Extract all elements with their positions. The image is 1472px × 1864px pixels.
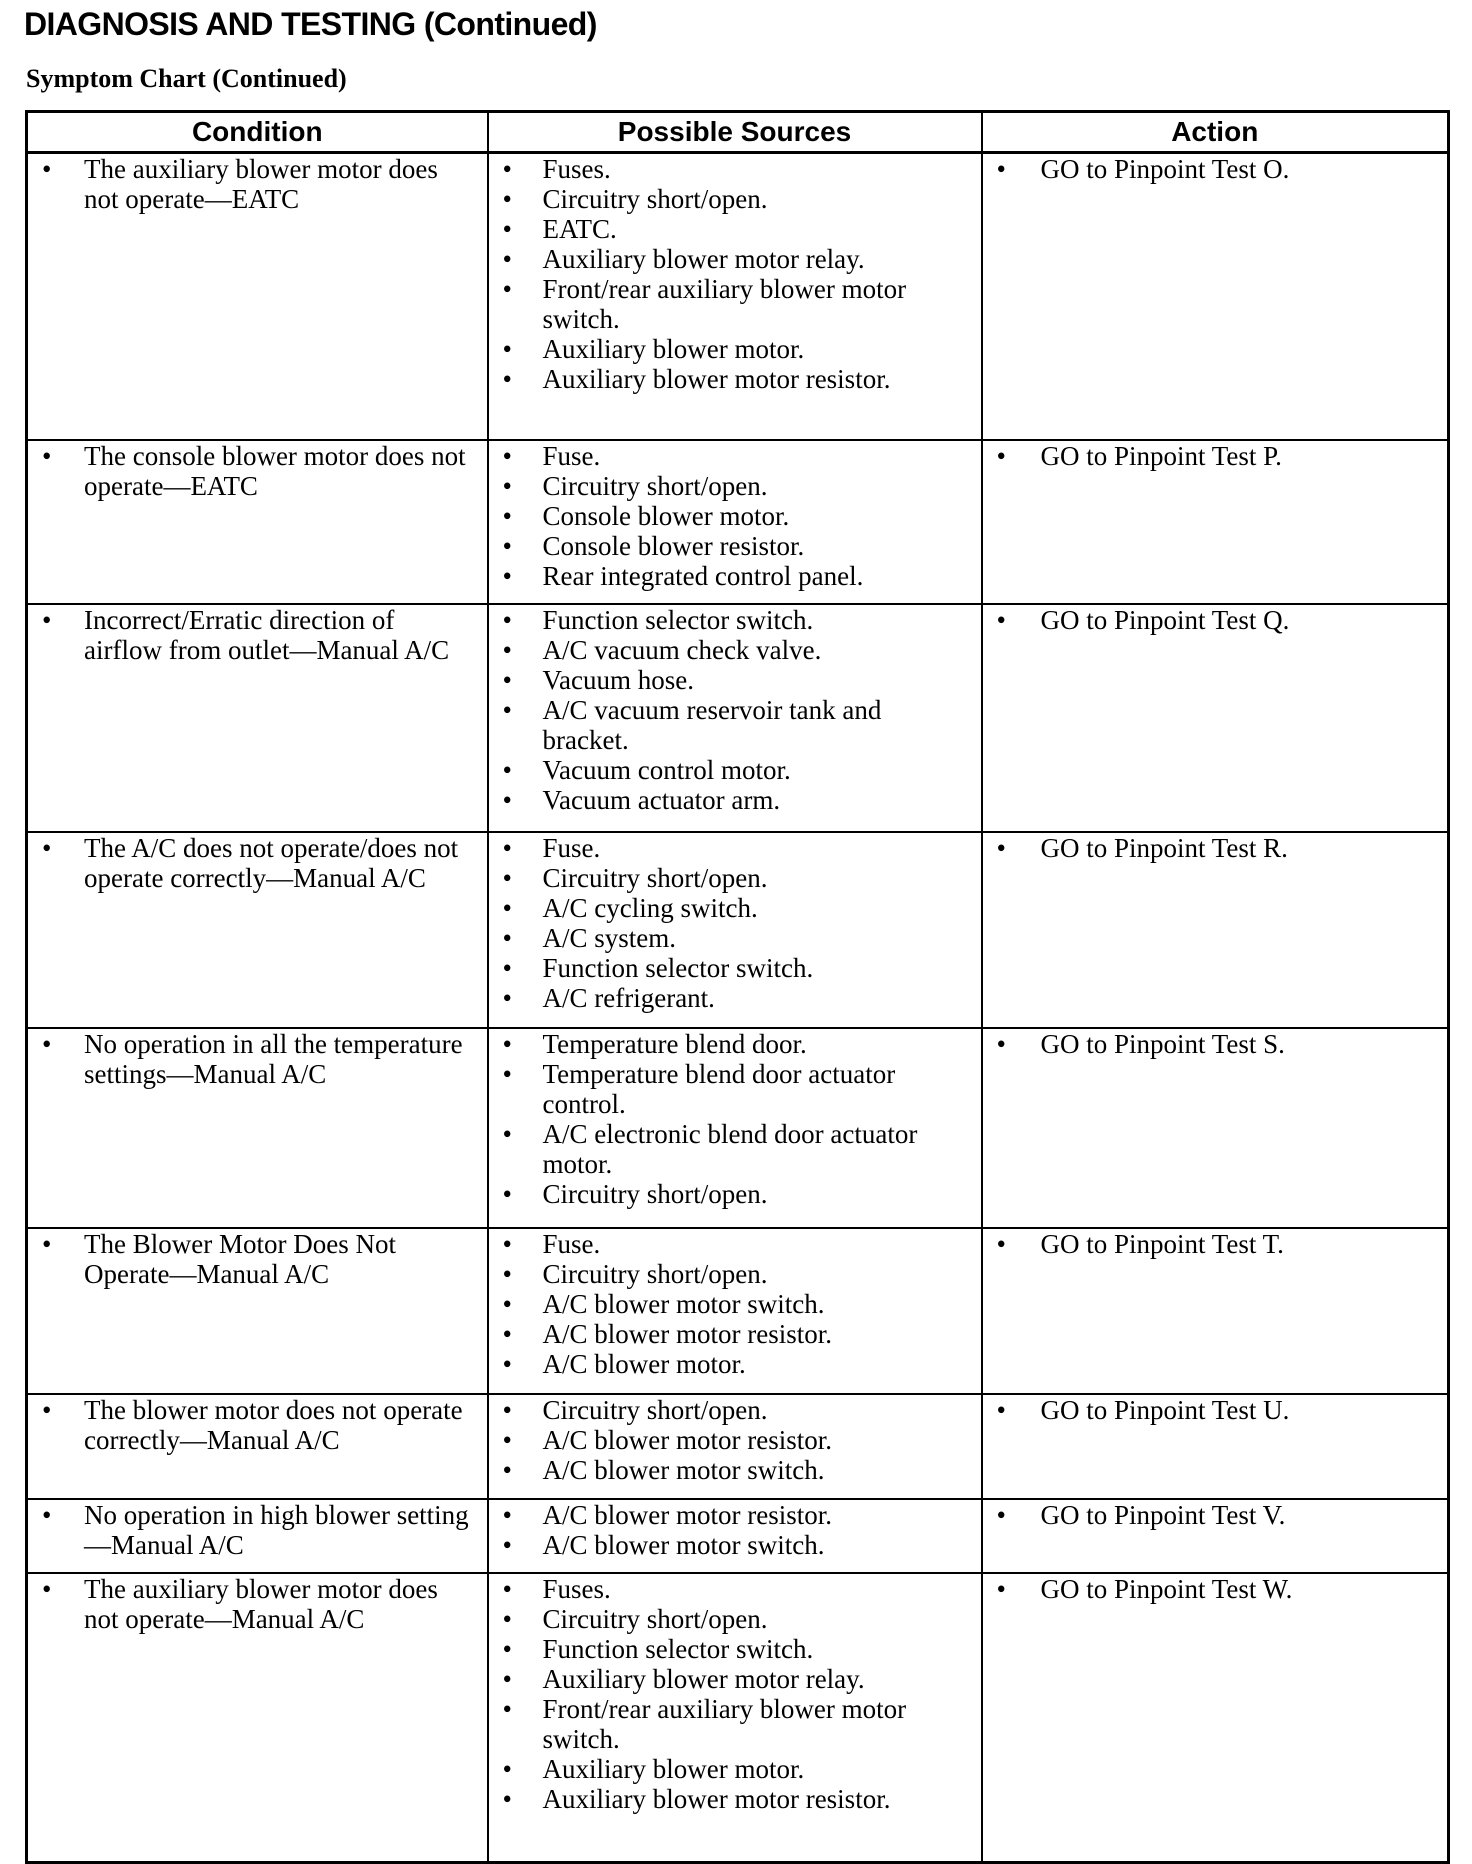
action-cell [982, 1228, 1449, 1394]
source-item: • A/C blower motor switch. [497, 1530, 973, 1560]
source-item: • Circuitry short/open. [497, 1604, 973, 1634]
source-item: • Function selector switch. [497, 605, 973, 635]
column-header-possible-sources: Possible Sources [488, 112, 982, 153]
column-header-condition: Condition [27, 112, 488, 153]
source-item: • Rear integrated control panel. [497, 561, 973, 591]
source-item: • Auxiliary blower motor relay. [497, 244, 973, 274]
action-text: • GO to Pinpoint Test V. [991, 1500, 1440, 1530]
action-text: • GO to Pinpoint Test W. [991, 1574, 1440, 1604]
action-cell [982, 153, 1449, 441]
table-row [27, 604, 1449, 832]
source-item: • Console blower resistor. [497, 531, 973, 561]
condition-text: • No operation in all the temperature settings—Manual A/C [36, 1029, 479, 1089]
action-cell [982, 440, 1449, 604]
chart-title: Symptom Chart (Continued) [26, 64, 347, 93]
source-item: • Circuitry short/open. [497, 471, 973, 501]
source-item: • Temperature blend door actuator control. [497, 1059, 973, 1119]
source-item: • Circuitry short/open. [497, 863, 973, 893]
source-item: • Vacuum hose. [497, 665, 973, 695]
condition-cell [27, 440, 488, 604]
sources-cell [488, 1499, 982, 1573]
action-text: • GO to Pinpoint Test P. [991, 441, 1440, 471]
symptom-chart-table [25, 110, 1450, 1864]
action-text: • GO to Pinpoint Test O. [991, 154, 1440, 184]
source-item: • A/C blower motor switch. [497, 1455, 973, 1485]
action-text: • GO to Pinpoint Test Q. [991, 605, 1440, 635]
source-item: • A/C electronic blend door actuator motor. [497, 1119, 973, 1179]
condition-text: • The auxiliary blower motor does not operate—Manual A/C [36, 1574, 479, 1634]
table-row [27, 832, 1449, 1028]
source-item: • Fuses. [497, 1574, 973, 1604]
source-item: • Fuse. [497, 441, 973, 471]
action-text: • GO to Pinpoint Test S. [991, 1029, 1440, 1059]
action-cell [982, 1573, 1449, 1863]
source-item: • A/C blower motor. [497, 1349, 973, 1379]
source-item: • EATC. [497, 214, 973, 244]
source-item: • Fuses. [497, 154, 973, 184]
source-item: • A/C blower motor resistor. [497, 1425, 973, 1455]
action-text: • GO to Pinpoint Test U. [991, 1395, 1440, 1425]
source-item: • A/C vacuum check valve. [497, 635, 973, 665]
action-cell [982, 1394, 1449, 1499]
source-item: • Auxiliary blower motor relay. [497, 1664, 973, 1694]
sources-cell [488, 604, 982, 832]
condition-text: • The console blower motor does not operate—EATC [36, 441, 479, 501]
source-item: • Circuitry short/open. [497, 1395, 973, 1425]
source-item: • Auxiliary blower motor resistor. [497, 1784, 973, 1814]
source-item: • A/C refrigerant. [497, 983, 973, 1013]
source-item: • Temperature blend door. [497, 1029, 973, 1059]
condition-text: • No operation in high blower setting—Manual A/C [36, 1500, 479, 1560]
source-item: • Function selector switch. [497, 953, 973, 983]
condition-cell [27, 1394, 488, 1499]
source-item: • A/C blower motor resistor. [497, 1319, 973, 1349]
table-row [27, 1228, 1449, 1394]
table-row [27, 1028, 1449, 1228]
sources-cell [488, 153, 982, 441]
condition-text: • The auxiliary blower motor does not operate—EATC [36, 154, 479, 214]
sources-cell [488, 440, 982, 604]
source-item: • Auxiliary blower motor resistor. [497, 364, 973, 394]
condition-cell [27, 153, 488, 441]
sources-cell [488, 1573, 982, 1863]
sources-cell [488, 1228, 982, 1394]
source-item: • Console blower motor. [497, 501, 973, 531]
condition-text: • Incorrect/Erratic direction of airflow from outlet—Manual A/C [36, 605, 479, 665]
condition-cell [27, 1573, 488, 1863]
condition-cell [27, 1499, 488, 1573]
header-row [27, 112, 1449, 153]
sources-cell [488, 1028, 982, 1228]
source-item: • Circuitry short/open. [497, 1259, 973, 1289]
page-heading: DIAGNOSIS AND TESTING (Continued) [24, 6, 597, 42]
source-item: • Auxiliary blower motor. [497, 1754, 973, 1784]
condition-text: • The blower motor does not operate correctly—Manual A/C [36, 1395, 479, 1455]
source-item: • Auxiliary blower motor. [497, 334, 973, 364]
action-cell [982, 1028, 1449, 1228]
source-item: • A/C vacuum reservoir tank and bracket. [497, 695, 973, 755]
sources-cell [488, 1394, 982, 1499]
source-item: • Circuitry short/open. [497, 184, 973, 214]
table-row [27, 1394, 1449, 1499]
condition-cell [27, 832, 488, 1028]
condition-text: • The Blower Motor Does Not Operate—Manual A/C [36, 1229, 479, 1289]
condition-text: • The A/C does not operate/does not operate correctly—Manual A/C [36, 833, 479, 893]
source-item: • A/C cycling switch. [497, 893, 973, 923]
table-row [27, 440, 1449, 604]
source-item: • A/C blower motor resistor. [497, 1500, 973, 1530]
source-item: • Circuitry short/open. [497, 1179, 973, 1209]
action-cell [982, 1499, 1449, 1573]
action-cell [982, 832, 1449, 1028]
source-item: • A/C system. [497, 923, 973, 953]
source-item: • Function selector switch. [497, 1634, 973, 1664]
source-item: • Fuse. [497, 1229, 973, 1259]
condition-cell [27, 604, 488, 832]
sources-cell [488, 832, 982, 1028]
source-item: • Front/rear auxiliary blower motor switch. [497, 274, 973, 334]
action-cell [982, 604, 1449, 832]
table-row [27, 1573, 1449, 1863]
action-text: • GO to Pinpoint Test T. [991, 1229, 1440, 1259]
source-item: • A/C blower motor switch. [497, 1289, 973, 1319]
source-item: • Fuse. [497, 833, 973, 863]
source-item: • Vacuum control motor. [497, 755, 973, 785]
condition-cell [27, 1028, 488, 1228]
table-row [27, 1499, 1449, 1573]
condition-cell [27, 1228, 488, 1394]
source-item: • Front/rear auxiliary blower motor switch. [497, 1694, 973, 1754]
table-row [27, 153, 1449, 441]
source-item: • Vacuum actuator arm. [497, 785, 973, 815]
column-header-action: Action [982, 112, 1449, 153]
action-text: • GO to Pinpoint Test R. [991, 833, 1440, 863]
